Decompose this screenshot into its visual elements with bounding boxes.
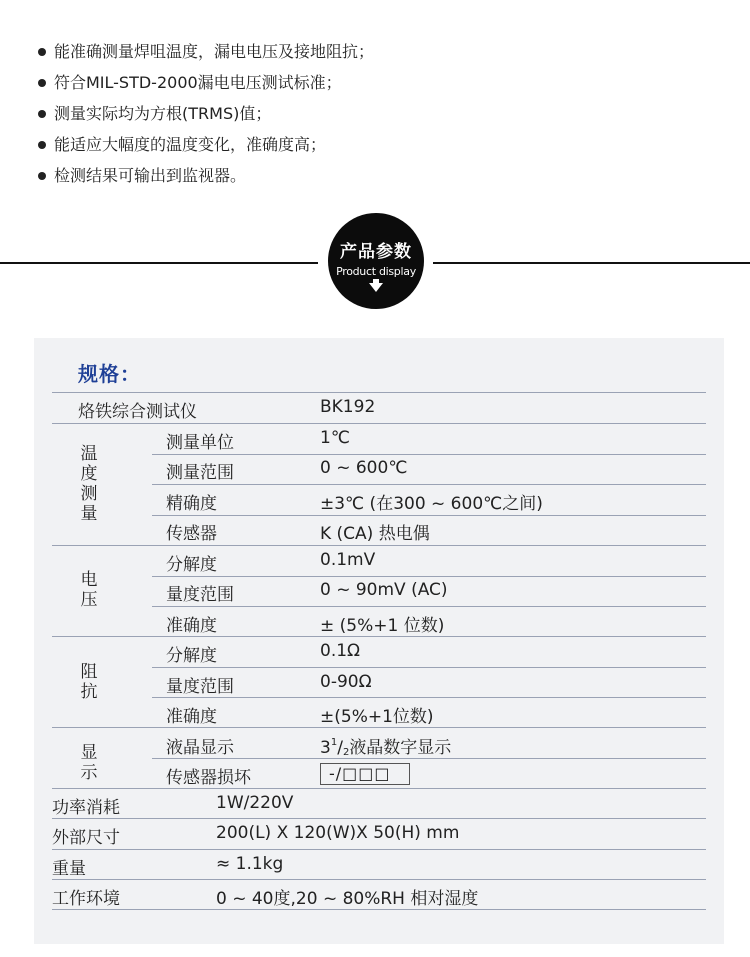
bullet-icon [38,48,46,56]
bullet-icon [38,141,46,149]
group-temperature: 温度测量 [80,444,98,524]
row-label: 传感器损坏 [166,768,251,788]
group-voltage: 电压 [80,570,98,610]
table-rule [152,606,706,607]
feature-item: 能适应大幅度的温度变化，准确度高； [38,129,374,160]
row-value: 0.1Ω [320,641,361,661]
arrow-down-icon [369,283,383,292]
row-label: 准确度 [166,616,217,636]
row-label: 测量范围 [166,463,234,483]
row-value: 0.1mV [320,550,376,570]
row-value: ± (5%+1 位数) [320,616,445,636]
feature-item: 符合MIL-STD-2000漏电电压测试标准； [38,67,374,98]
badge-title: 产品参数 [340,242,412,262]
row-label: 准确度 [166,707,217,727]
general-value: 0 ~ 40度,20 ~ 80%RH 相对湿度 [216,889,479,909]
spec-panel [34,338,724,944]
row-value: 0 ~ 600℃ [320,458,408,478]
row-value: ±3℃ (在300 ~ 600℃之间) [320,494,543,514]
table-rule [52,392,706,393]
row-label: 分解度 [166,646,217,666]
group-resistance: 阻抗 [80,662,98,702]
table-rule [52,423,706,424]
row-label: 精确度 [166,494,217,514]
general-label: 功率消耗 [52,798,120,818]
row-value: 1℃ [320,428,350,448]
bullet-icon [38,172,46,180]
table-rule [152,667,706,668]
lcd-display-value: $3^1/_2$液晶数字显示 [320,737,452,758]
table-rule [52,909,706,910]
row-label: 量度范围 [166,677,234,697]
section-divider-right [433,262,750,264]
feature-item: 能准确测量焊咀温度，漏电电压及接地阻抗； [38,36,374,67]
table-rule [152,515,706,516]
row-label: 测量单位 [166,433,234,453]
general-value: 1W/220V [216,793,294,813]
general-value: 200(L) X 120(W)X 50(H) mm [216,823,460,843]
model-value: BK192 [320,397,376,417]
table-rule [52,879,706,880]
table-rule [52,849,706,850]
row-value: 0 ~ 90mV (AC) [320,580,448,600]
table-rule [52,788,706,789]
model-label: 烙铁综合测试仪 [78,402,197,422]
spec-title: 规格： [78,362,141,386]
general-label: 外部尺寸 [52,828,120,848]
table-rule [152,484,706,485]
table-rule [52,545,706,546]
row-value: K (CA) 热电偶 [320,524,430,544]
badge-subtitle: Product display [336,265,416,278]
row-label: 传感器 [166,524,217,544]
section-divider-left [0,262,318,264]
table-rule [152,697,706,698]
feature-list [38,36,374,191]
row-value: 0-90Ω [320,672,372,692]
group-display: 显示 [80,743,98,783]
row-label: 液晶显示 [166,738,234,758]
table-rule [152,576,706,577]
general-label: 重量 [52,859,86,879]
bullet-icon [38,110,46,118]
feature-item: 测量实际均为方根(TRMS)值； [38,98,374,129]
table-rule [52,818,706,819]
section-badge [328,213,424,309]
general-label: 工作环境 [52,889,120,909]
general-value: ≈ 1.1kg [216,854,284,874]
bullet-icon [38,79,46,87]
table-rule [52,727,706,728]
table-rule [152,454,706,455]
row-label: 量度范围 [166,585,234,605]
sensor-fault-indicator: -/□□□ [320,763,410,785]
feature-item: 检测结果可输出到监视器。 [38,160,374,191]
table-rule [52,636,706,637]
row-label: 分解度 [166,555,217,575]
table-rule [152,758,706,759]
row-value: ±(5%+1位数) [320,707,434,727]
